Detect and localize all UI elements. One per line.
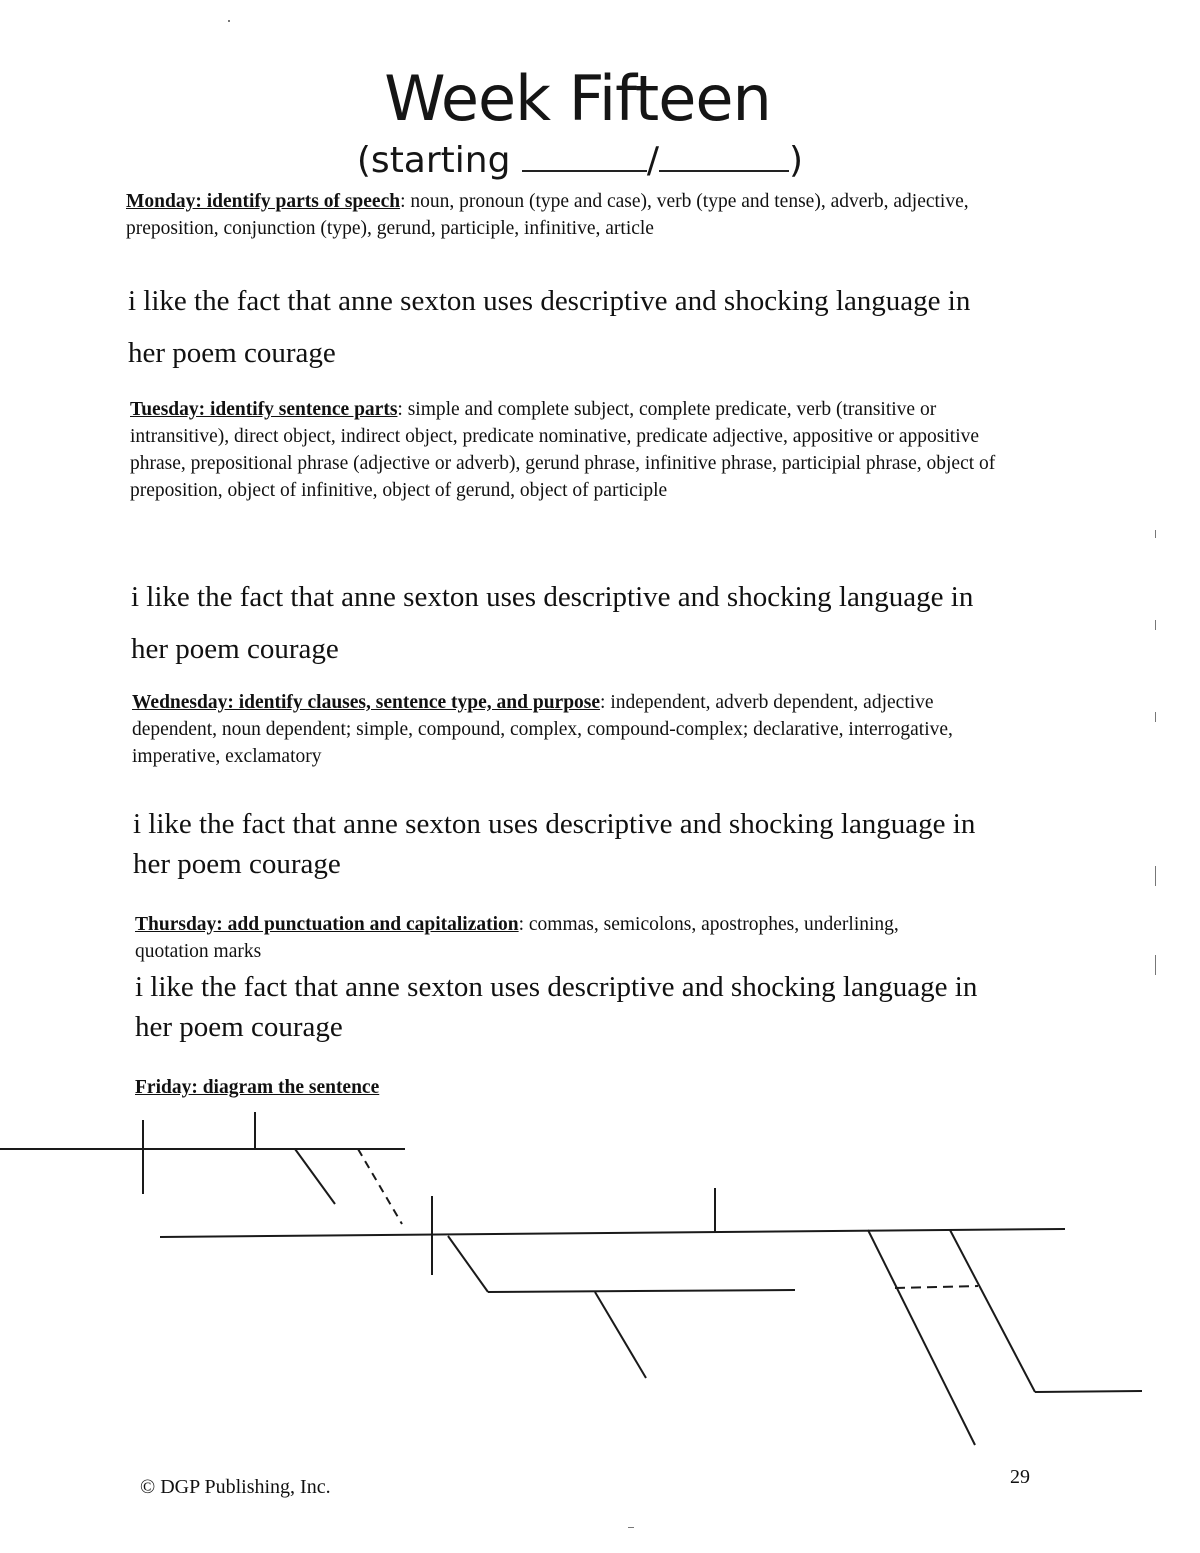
- page-number: 29: [1010, 1466, 1030, 1488]
- scan-speck: [1155, 530, 1156, 538]
- thursday-instructions: [135, 911, 955, 965]
- wednesday-sentence-line1: i like the fact that anne sexton uses descriptive and shocking language in: [133, 808, 976, 840]
- thursday-sentence: [135, 967, 1095, 1047]
- monday-instructions: [126, 188, 986, 242]
- monday-heading: Monday: identify parts of speech: [126, 191, 401, 212]
- friday-heading: Friday: diagram the sentence: [135, 1077, 380, 1098]
- starting-label: (starting: [356, 140, 511, 181]
- scan-speck: [1155, 712, 1156, 722]
- diagram-long-slant: [868, 1230, 975, 1445]
- page-title: Week Fifteen: [384, 62, 771, 135]
- wednesday-heading: Wednesday: identify clauses, sentence type, and purpose: [132, 692, 601, 713]
- starting-close: ): [789, 140, 804, 181]
- start-month-blank[interactable]: [522, 142, 647, 172]
- scan-speck: [1155, 620, 1156, 630]
- tuesday-details: : simple and complete subject, complete predicate, verb (transitive or intransitive), direct object, indirect object, predicate nominative, predicate adjective, appositive or appositive phrase, prepositional phrase (adjective or adverb), gerund phrase, infinitive phrase, participial phrase, object of preposition, object of infinitive, object of gerund, object of participle: [130, 399, 996, 501]
- tuesday-heading: Tuesday: identify sentence parts: [130, 399, 398, 420]
- scan-speck: [228, 20, 230, 22]
- sentence-diagram: [0, 1100, 1200, 1460]
- diagram-phrase-modifier: [595, 1292, 646, 1378]
- thursday-sentence-line2: her poem courage: [135, 1011, 343, 1043]
- diagram-phrase-slant: [448, 1236, 488, 1292]
- diagram-phrase-line: [488, 1290, 795, 1292]
- footer-publisher: © DGP Publishing, Inc.: [140, 1476, 331, 1498]
- scan-speck: [628, 1527, 634, 1528]
- wednesday-sentence: [133, 804, 1093, 884]
- scan-speck: [1155, 866, 1156, 886]
- thursday-details: : commas, semicolons, apostrophes, underlining, quotation marks: [135, 914, 899, 962]
- start-day-blank[interactable]: [659, 142, 789, 172]
- tuesday-sentence-line2: her poem courage: [131, 633, 339, 665]
- wednesday-sentence-line2: her poem courage: [133, 848, 341, 880]
- thursday-sentence-line1: i like the fact that anne sexton uses descriptive and shocking language in: [135, 971, 978, 1003]
- diagram-main-baseline: [160, 1229, 1065, 1237]
- scan-speck: [1155, 955, 1156, 975]
- monday-sentence-line1: i like the fact that anne sexton uses descriptive and shocking language in: [128, 285, 971, 317]
- diagram-modifier-slant: [295, 1149, 335, 1204]
- tuesday-instructions: [130, 396, 1020, 504]
- diagram-right-baseline: [1035, 1391, 1142, 1392]
- diagram-dashed-connector: [895, 1286, 978, 1288]
- tuesday-sentence-line1: i like the fact that anne sexton uses descriptive and shocking language in: [131, 581, 974, 613]
- wednesday-instructions: [132, 689, 1012, 770]
- monday-sentence-line2: her poem courage: [128, 337, 336, 369]
- monday-sentence: [128, 275, 1088, 379]
- monday-details: : noun, pronoun (type and case), verb (type and tense), adverb, adjective, preposition, conjunction (type), gerund, participle, infinitive, article: [126, 191, 969, 239]
- starting-date-line: [0, 140, 1160, 181]
- diagram-dashed-slant: [358, 1149, 402, 1224]
- wednesday-details: : independent, adverb dependent, adjective dependent, noun dependent; simple, compound, complex, compound-complex; declarative, interrogative, imperative, exclamatory: [132, 692, 953, 767]
- diagram-right-slant: [950, 1230, 1035, 1392]
- thursday-heading: Thursday: add punctuation and capitalization: [135, 914, 519, 935]
- friday-instructions: [135, 1074, 379, 1101]
- tuesday-sentence: [131, 571, 1091, 675]
- date-separator: /: [646, 140, 660, 181]
